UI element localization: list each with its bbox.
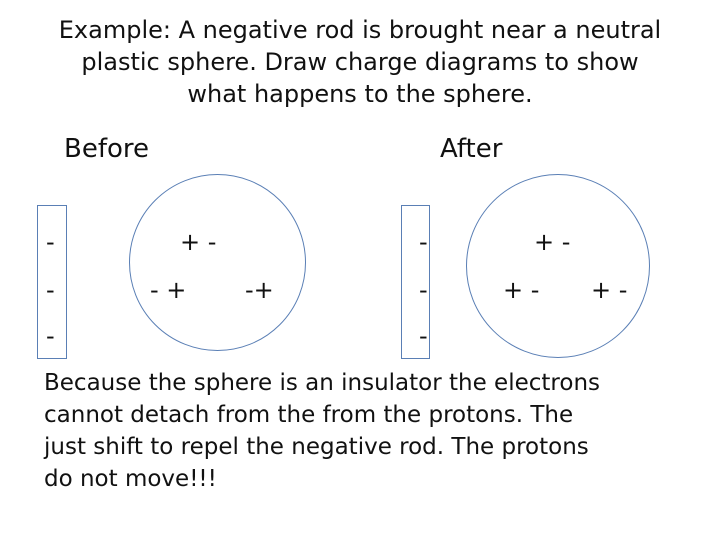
after-rod-charge-3: - xyxy=(419,322,428,350)
title-line-1: Example: A negative rod is brought near a neutral xyxy=(58,16,662,44)
explanation-line-2: cannot detach from the from the protons. The xyxy=(44,402,574,428)
after-rod-charge-2: - xyxy=(419,276,428,304)
title-line-2: plastic sphere. Draw charge diagrams to show xyxy=(81,48,639,76)
after-sphere-charge-top: + - xyxy=(534,228,571,256)
before-rod-charge-2: - xyxy=(46,276,55,304)
before-sphere-charge-left: - + xyxy=(150,276,187,304)
after-sphere xyxy=(466,174,650,358)
after-heading: After xyxy=(440,134,503,164)
before-rod-charge-3: - xyxy=(46,322,55,350)
explanation-line-4: do not move!!! xyxy=(44,466,217,492)
before-sphere-charge-right: -+ xyxy=(245,276,274,304)
slide-title xyxy=(20,14,700,110)
explanation-line-1: Because the sphere is an insulator the electrons xyxy=(44,370,600,396)
explanation-line-3: just shift to repel the negative rod. The protons xyxy=(44,434,589,460)
after-sphere-charge-right: + - xyxy=(591,276,628,304)
explanation-text xyxy=(44,367,694,495)
after-rod-charge-1: - xyxy=(419,228,428,256)
after-sphere-charge-left: + - xyxy=(503,276,540,304)
before-rod-charge-1: - xyxy=(46,228,55,256)
before-sphere-charge-top: + - xyxy=(180,228,217,256)
before-heading: Before xyxy=(64,134,150,164)
before-sphere xyxy=(129,174,306,351)
title-line-3: what happens to the sphere. xyxy=(187,80,533,108)
